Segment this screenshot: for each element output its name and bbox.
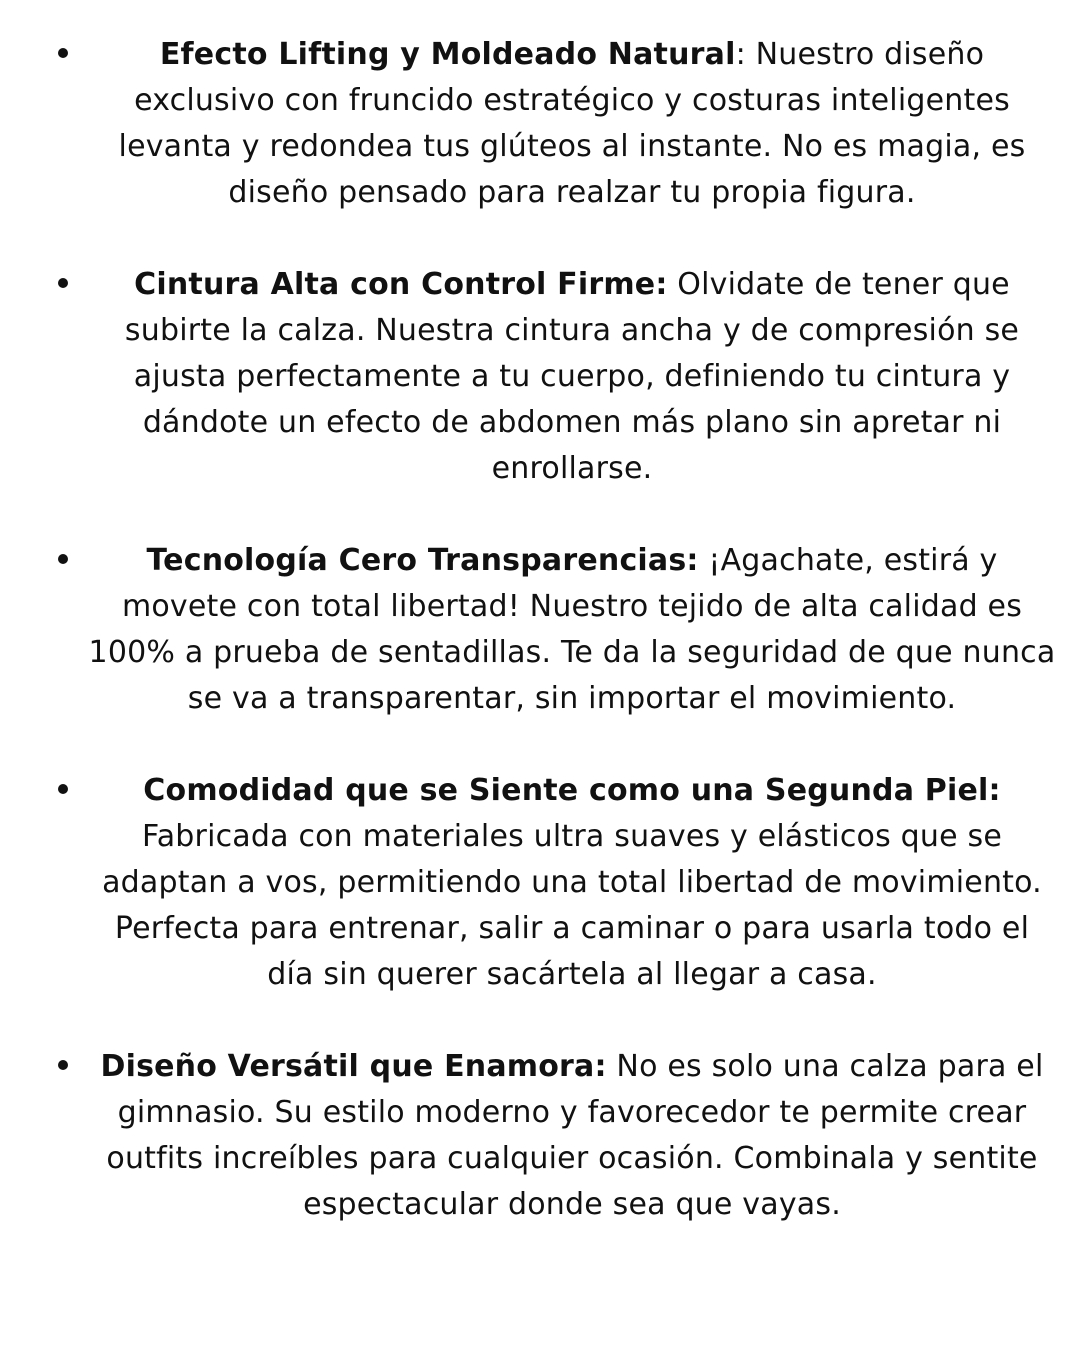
feature-item-lifting [0,32,1080,216]
feature-description: No es solo una calza para el gimnasio. Su estilo moderno y favorecedor te permite crear outfits increíbles para cualquier ocasión. Combinala y sentite espectacular donde sea que vayas. [106,1049,1044,1222]
feature-title: Tecnología Cero Transparencias: [146,543,699,578]
feature-title: Comodidad que se Siente como una Segunda Piel: [143,773,1001,808]
bullet-icon [58,48,68,58]
bullet-icon [58,784,68,794]
bullet-icon [58,1060,68,1070]
feature-list [0,32,1080,1274]
feature-item-waist [0,262,1080,492]
feature-title: Diseño Versátil que Enamora: [100,1049,607,1084]
feature-description: Fabricada con materiales ultra suaves y elásticos que se adaptan a vos, permitiendo una total libertad de movimiento. Perfecta para entrenar, salir a caminar o para usarla todo el día sin querer sacártela al llegar a casa. [102,819,1042,992]
feature-title: Efecto Lifting y Moldeado Natural [159,37,736,72]
feature-title: Cintura Alta con Control Firme: [134,267,668,302]
feature-item-transparency [0,538,1080,722]
bullet-icon [58,278,68,288]
feature-description: ¡Agachate, estirá y movete con total libertad! Nuestro tejido de alta calidad es 100% a prueba de sentadillas. Te da la seguridad de que nunca se va a transparentar, sin importar el movimiento. [88,543,1056,716]
feature-description: : Nuestro diseño exclusivo con fruncido estratégico y costuras inteligentes levanta y redondea tus glúteos al instante. No es magia, es diseño pensado para realzar tu propia figura. [118,37,1026,210]
feature-item-design [0,1044,1080,1228]
bullet-icon [58,554,68,564]
feature-item-comfort [0,768,1080,998]
feature-description: Olvidate de tener que subirte la calza. Nuestra cintura ancha y de compresión se ajusta perfectamente a tu cuerpo, definiendo tu cintura y dándote un efecto de abdomen más plano sin apretar ni enrollarse. [124,267,1020,486]
